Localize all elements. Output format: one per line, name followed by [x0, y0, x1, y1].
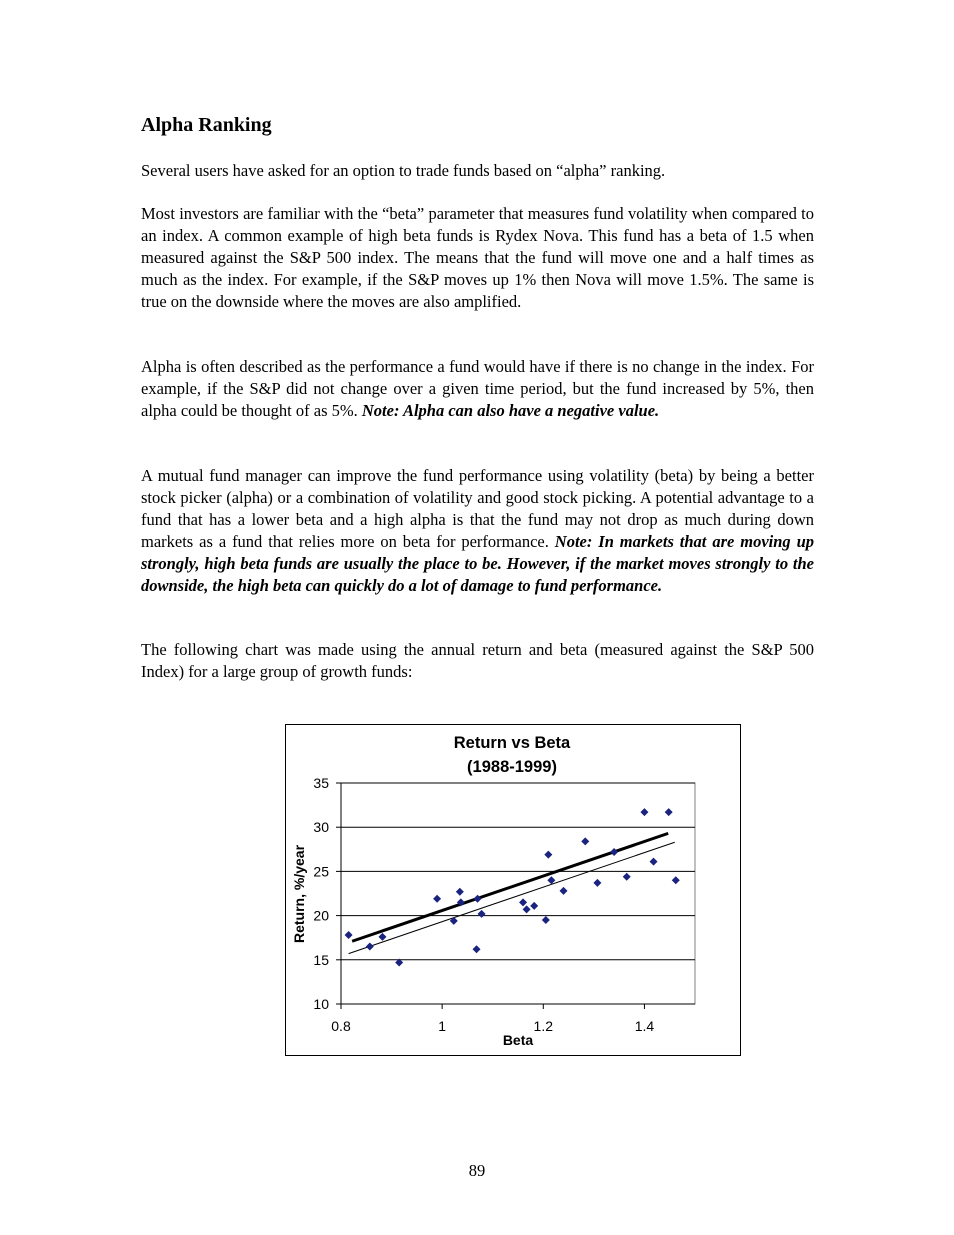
paragraph-beta: Most investors are familiar with the “beta” parameter that measures fund volatility when compared to an index. A common example of high beta funds is Rydex Nova. This fund has a beta of 1.5 when measured against the S&P 500 index. The means that the fund will move one and a half times as much as the index. For example, if the S&P moves up 1% then Nova will move 1.5%. The same is true on the downside where the moves are also amplified.: [141, 204, 814, 311]
paragraph-manager-text: A mutual fund manager can improve the fund performance using volatility (beta) by being a better stock picker (alpha) or a combination of volatility and good stock picking. A potential advantage to a fund that has a lower beta and a high alpha is that the fund may not drop as much during down markets as a fund that relies more on beta for performance.: [141, 466, 814, 551]
paragraph-alpha-note: Note: Alpha can also have a negative value.: [361, 400, 660, 420]
x-axis-label: Beta: [502, 1032, 534, 1048]
section-heading: Alpha Ranking: [141, 114, 272, 136]
x-tick-label: 1.2: [533, 1018, 554, 1034]
paragraph-alpha-text: Alpha is often described as the performance a fund would have if there is no change in the index. For example, if the S&P did not change over a given time period, but the fund increased by 5%, then alpha could be thought of as 5%.: [141, 357, 814, 420]
y-tick-label: 15: [313, 951, 329, 968]
chart-title-line1: Return vs Beta: [453, 734, 571, 752]
paragraph-alpha: [141, 356, 814, 422]
paragraph-manager: [141, 465, 814, 596]
x-tick-label: 0.8: [331, 1018, 351, 1034]
y-tick-label: 10: [313, 996, 329, 1012]
x-tick-label: 1: [438, 1018, 447, 1034]
x-tick-label: 1.4: [634, 1018, 655, 1034]
paragraph-intro: Several users have asked for an option to trade funds based on “alpha” ranking.: [141, 161, 666, 180]
page-number: 89: [468, 1161, 486, 1180]
y-tick-label: 20: [313, 907, 329, 924]
chart-title-line2: (1988-1999): [467, 758, 557, 776]
return-vs-beta-chart: [285, 724, 741, 1056]
y-tick-label: 25: [313, 863, 329, 880]
paragraph-manager-note: Note: In markets that are moving up strongly, high beta funds are usually the place to be. However, if the market moves strongly to the downside, the high beta can quickly do a lot of damage to fund performance.: [141, 531, 814, 595]
y-tick-label: 30: [313, 819, 329, 836]
y-axis-label: Return, %/year: [291, 844, 307, 944]
paragraph-chart-intro: The following chart was made using the annual return and beta (measured against the S&P 500 Index) for a large group of growth funds:: [141, 640, 814, 681]
y-tick-label: 35: [313, 775, 329, 791]
